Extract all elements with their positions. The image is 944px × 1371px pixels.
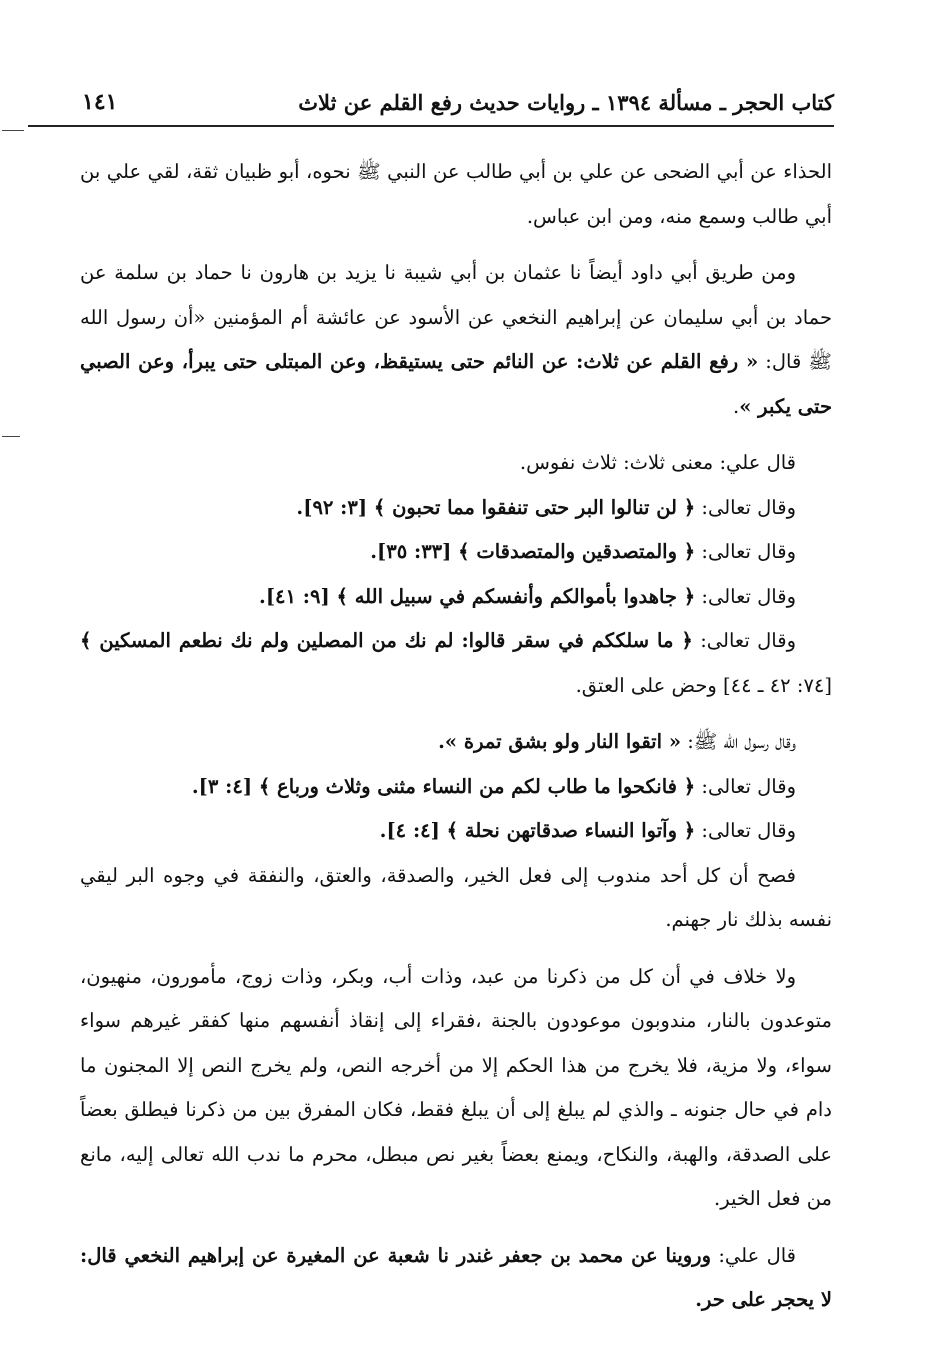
hadith-1-prefix: وقال رسول الله ﷺ: bbox=[681, 730, 796, 753]
verse-4-suffix: [٧٤: ٤٢ ـ ٤٤] وحض على العتق. bbox=[575, 673, 832, 697]
margin-mark bbox=[2, 436, 20, 437]
header-rule-stub bbox=[2, 130, 24, 131]
paragraph-1 bbox=[80, 150, 832, 239]
paragraph-3-text: قال علي: معنى ثلاث: ثلاث نفوس. bbox=[519, 451, 796, 474]
page-number: ١٤١ bbox=[82, 89, 118, 115]
hadith-1-text: « اتقوا النار ولو بشق تمرة ». bbox=[438, 730, 682, 753]
paragraph-5 bbox=[80, 955, 832, 1222]
paragraph-1-text: الحذاء عن أبي الضحى عن علي بن أبي طالب عن النبي ﷺ نحوه، أبو ظبيان ثقة، لقي علي بن أبي طالب وسمع منه، ومن ابن عباس. bbox=[80, 160, 832, 228]
paragraph-3 bbox=[80, 441, 832, 486]
verse-6-text: ﴿ وآتوا النساء صدقاتهن نحلة ﴾ [٤: ٤]. bbox=[379, 819, 696, 842]
hadith-1 bbox=[80, 720, 832, 765]
verse-1 bbox=[80, 486, 832, 531]
paragraph-2-intro: ومن طريق أبي داود أيضاً نا عثمان بن أبي شيبة نا يزيد بن هارون نا حماد بن سلمة عن حماد بن أبي سليمان عن إبراهيم النخعي عن الأسود عن عائشة أم المؤمنين «أن رسول الله ﷺ قال: bbox=[80, 261, 832, 373]
verse-2 bbox=[80, 530, 832, 575]
header-rule bbox=[28, 125, 834, 127]
page-header bbox=[82, 84, 834, 120]
verse-4-text: ﴿ ما سلككم في سقر قالوا: لم نك من المصلين ولم نك نطعم المسكين ﴾ bbox=[80, 629, 693, 652]
verse-6-prefix: وقال تعالى: bbox=[695, 819, 796, 842]
paragraph-6-text: وروينا عن محمد بن جعفر غندر نا شعبة عن المغيرة عن إبراهيم النخعي قال: لا يحجر على حر. bbox=[80, 1243, 832, 1311]
paragraph-2 bbox=[80, 251, 832, 429]
verse-2-text: ﴿ والمتصدقين والمتصدقات ﴾ [٣٣: ٣٥]. bbox=[370, 540, 696, 563]
paragraph-6 bbox=[80, 1234, 832, 1323]
verse-4 bbox=[80, 619, 832, 708]
running-title: كتاب الحجر ـ مسألة ١٣٩٤ ـ روايات حديث رفع القلم عن ثلاث bbox=[298, 89, 834, 115]
verse-1-prefix: وقال تعالى: bbox=[695, 495, 796, 519]
paragraph-2-hadith: « رفع القلم عن ثلاث: عن النائم حتى يستيقظ، وعن المبتلى حتى يبرأ، وعن الصبي حتى يكبر » bbox=[80, 350, 832, 418]
verse-5-text: ﴿ فانكحوا ما طاب لكم من النساء مثنى وثلاث ورباع ﴾ [٤: ٣]. bbox=[191, 774, 696, 798]
verse-5 bbox=[80, 765, 832, 810]
verse-1-text: ﴿ لن تنالوا البر حتى تنفقوا مما تحبون ﴾ [٣: ٩٢]. bbox=[296, 495, 696, 519]
paragraph-4-text: فصح أن كل أحد مندوب إلى فعل الخير، والصدقة، والعتق، والنفقة في وجوه البر ليقي نفسه بذلك نار جهنم. bbox=[80, 863, 832, 931]
main-text bbox=[80, 150, 832, 1323]
verse-6 bbox=[80, 809, 832, 854]
verse-3-text: ﴿ جاهدوا بأموالكم وأنفسكم في سبيل الله ﴾ [٩: ٤١]. bbox=[259, 584, 696, 608]
verse-3 bbox=[80, 575, 832, 620]
paragraph-5-text: ولا خلاف في أن كل من ذكرنا من عبد، وذات أب، وبكر، وذات زوج، مأمورون، منهيون، متوعدون بالنار، مندوبون موعودون بالجنة ،فقراء إلى إنقاذ أنفسهم منها كفقر غيرهم سواء سواء، ولا مزية، فلا يخرج من هذا الحكم إلا من أخرجه النص، ولم يخرج النص إلا المجنون ما دام في حال جنونه ـ والذي لم يبلغ إلى أن يبلغ فقط، فكان المفرق بين من ذكرنا فيطلق بعضاً على الصدقة، والهبة، والنكاح، ويمنع بعضاً بغير نص مبطل، محرم ما ندب الله تعالى إليه، مانع من فعل الخير. bbox=[80, 964, 832, 1210]
verse-2-prefix: وقال تعالى: bbox=[695, 540, 796, 563]
paragraph-2-end: . bbox=[733, 394, 740, 418]
paragraph-6-prefix: قال علي: bbox=[711, 1243, 796, 1267]
paragraph-4 bbox=[80, 854, 832, 943]
verse-4-prefix: وقال تعالى: bbox=[692, 629, 796, 652]
verse-3-prefix: وقال تعالى: bbox=[695, 584, 796, 608]
verse-5-prefix: وقال تعالى: bbox=[695, 774, 796, 798]
